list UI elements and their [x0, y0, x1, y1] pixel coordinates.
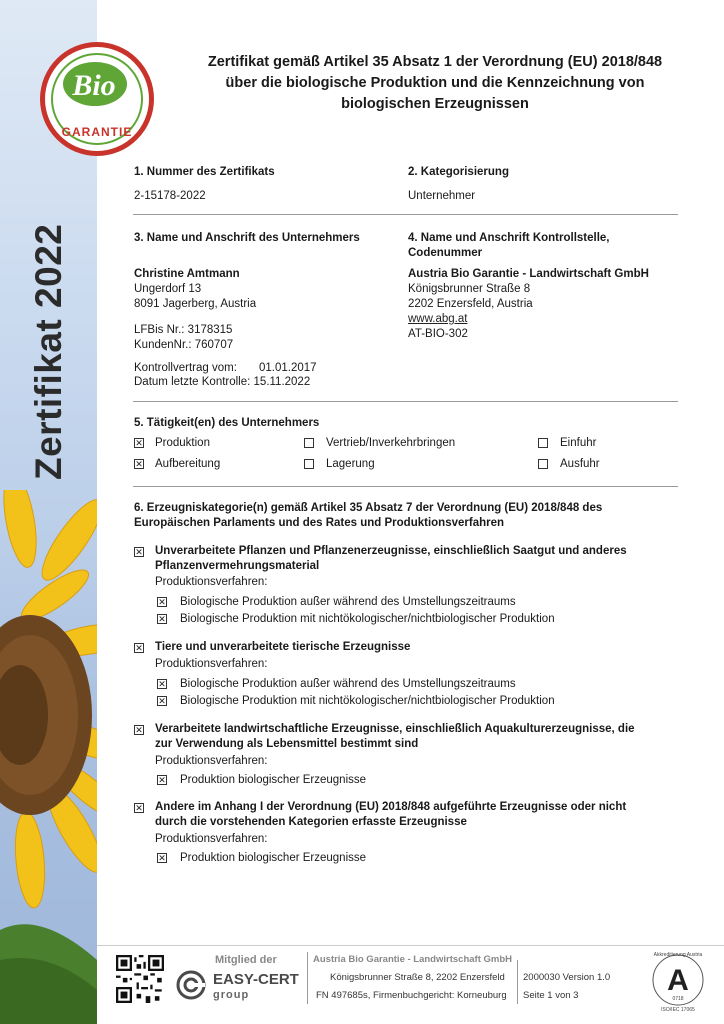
svg-text:Bio: Bio	[72, 69, 116, 102]
cat1-proc1: Biologische Produktion außer während des Umstellungszeitraums	[180, 596, 516, 608]
customer-number: KundenNr.: 760707	[134, 339, 234, 351]
cat1-line2: Pflanzenvermehrungsmaterial	[155, 560, 320, 572]
control-body-code: AT-BIO-302	[408, 328, 468, 340]
footer-org: Austria Bio Garantie - Landwirtschaft GmbH	[313, 954, 512, 965]
operator-city: 8091 Jagerberg, Austria	[134, 298, 257, 310]
s3-heading: 3. Name und Anschrift des Unternehmers	[134, 232, 360, 244]
checkbox-ausfuhr	[538, 459, 548, 469]
footer-separator	[307, 952, 308, 1004]
cat2-proc1: Biologische Produktion außer während des Umstellungszeitraums	[180, 678, 516, 690]
cat2-proc2: Biologische Produktion mit nichtökologischer/nichtbiologischer Produktion	[180, 695, 555, 707]
control-body-name: Austria Bio Garantie - Landwirtschaft GmbH	[408, 268, 649, 280]
last-inspection: Datum letzte Kontrolle: 15.11.2022	[134, 376, 311, 388]
footer-fn: FN 497685s, Firmenbuchgericht: Korneuburg	[316, 990, 507, 1001]
cat3-line1: Verarbeitete landwirtschaftliche Erzeugnisse, einschließlich Aquakulturerzeugnisse, die	[155, 723, 635, 735]
cat3-line2: zur Verwendung als Lebensmittel bestimmt sind	[155, 738, 419, 750]
title-line-2: über die biologische Produktion und die Kennzeichnung von	[225, 75, 645, 91]
divider	[133, 401, 678, 402]
checkbox-cat4: ✕	[135, 803, 143, 813]
s1-heading: 1. Nummer des Zertifikats	[134, 166, 275, 178]
s5-heading: 5. Tätigkeit(en) des Unternehmers	[134, 417, 320, 429]
s2-heading: 2. Kategorisierung	[408, 166, 509, 178]
s4-heading-1: 4. Name und Anschrift Kontrollstelle,	[408, 232, 610, 244]
footer-page: Seite 1 von 3	[523, 990, 579, 1001]
member-label: Mitglied der	[215, 954, 277, 966]
checkbox-cat3-p1: ✕	[158, 775, 166, 785]
activity-label: Lagerung	[326, 458, 375, 470]
svg-text:A: A	[667, 964, 689, 997]
easy-cert-group: group	[213, 989, 250, 1001]
footer-address: Königsbrunner Straße 8, 2202 Enzersfeld	[330, 972, 505, 983]
checkbox-cat1-p2: ✕	[158, 614, 166, 624]
control-body-city: 2202 Enzersfeld, Austria	[408, 298, 533, 310]
qr-code-icon	[116, 955, 164, 1003]
checkbox-einfuhr	[538, 438, 548, 448]
verfahren-label: Produktionsverfahren:	[155, 755, 268, 767]
cat1-proc2: Biologische Produktion mit nichtökologischer/nichtbiologischer Produktion	[180, 613, 555, 625]
activity-label: Ausfuhr	[560, 458, 600, 470]
checkbox-cat3: ✕	[135, 725, 143, 735]
s4-heading-2: Codenummer	[408, 247, 483, 259]
verfahren-label: Produktionsverfahren:	[155, 833, 268, 845]
lfbis-number: LFBis Nr.: 3178315	[134, 324, 233, 336]
svg-text:ISO/IEC 17065: ISO/IEC 17065	[661, 1007, 695, 1013]
cat1-line1: Unverarbeitete Pflanzen und Pflanzenerzeugnisse, einschließlich Saatgut und anderes	[155, 545, 627, 557]
checkbox-vertrieb	[304, 438, 314, 448]
footer-divider	[97, 945, 724, 946]
checkbox-aufbereitung: ✕	[135, 459, 143, 469]
title-line-3: biologischen Erzeugnissen	[341, 96, 529, 112]
footer-separator	[517, 960, 518, 1004]
checkbox-cat4-p1: ✕	[158, 853, 166, 863]
title-line-1: Zertifikat gemäß Artikel 35 Absatz 1 der Verordnung (EU) 2018/848	[207, 54, 663, 70]
activity-label: Vertrieb/Inverkehrbringen	[326, 437, 456, 449]
categorization-value: Unternehmer	[408, 190, 476, 202]
bio-garantie-logo	[38, 40, 156, 158]
checkbox-produktion: ✕	[135, 438, 143, 448]
footer-version: 2000030 Version 1.0	[523, 972, 611, 983]
s6-heading-2: Europäischen Parlaments und des Rates und Produktionsverfahren	[134, 517, 505, 529]
checkbox-cat2: ✕	[135, 643, 143, 653]
certificate-title	[180, 52, 690, 115]
easy-cert-logo-icon	[176, 970, 206, 1000]
s6-heading-1: 6. Erzeugniskategorie(n) gemäß Artikel 35 Absatz 7 der Verordnung (EU) 2018/848 des	[134, 502, 603, 514]
website-link[interactable]: www.abg.at	[408, 313, 468, 325]
checkbox-cat1-p1: ✕	[158, 597, 166, 607]
verfahren-label: Produktionsverfahren:	[155, 576, 268, 588]
svg-text:0718: 0718	[672, 996, 684, 1002]
side-title: Zertifikat 2022	[28, 223, 69, 480]
contract-date: 01.01.2017	[259, 362, 317, 374]
cat3-proc1: Produktion biologischer Erzeugnisse	[180, 774, 367, 786]
svg-text:GARANTIE: GARANTIE	[61, 125, 133, 139]
cat4-line1: Andere im Anhang I der Verordnung (EU) 2018/848 aufgeführte Erzeugnisse oder nicht	[155, 801, 627, 813]
svg-text:Akkreditierung Austria: Akkreditierung Austria	[653, 952, 703, 958]
easy-cert-name: EASY-CERT	[213, 971, 299, 988]
checkbox-cat2-p2: ✕	[158, 696, 166, 706]
divider	[133, 214, 678, 215]
activity-label: Aufbereitung	[155, 458, 221, 470]
checkbox-cat1: ✕	[135, 547, 143, 557]
activity-label: Produktion	[155, 437, 210, 449]
operator-street: Ungerdorf 13	[134, 283, 202, 295]
cat4-proc1: Produktion biologischer Erzeugnisse	[180, 852, 367, 864]
cat2-line1: Tiere und unverarbeitete tierische Erzeugnisse	[155, 641, 411, 653]
checkbox-lagerung	[304, 459, 314, 469]
cat4-line2: durch die vorstehenden Kategorien erfasste Erzeugnisse	[155, 816, 467, 828]
activity-label: Einfuhr	[560, 437, 597, 449]
certificate-number: 2-15178-2022	[134, 190, 206, 202]
divider	[133, 486, 678, 487]
sunflower-image	[0, 490, 97, 1024]
accreditation-seal-icon	[650, 945, 706, 1015]
checkbox-cat2-p1: ✕	[158, 679, 166, 689]
verfahren-label: Produktionsverfahren:	[155, 658, 268, 670]
contract-label: Kontrollvertrag vom:	[134, 362, 237, 374]
control-body-street: Königsbrunner Straße 8	[408, 283, 531, 295]
operator-name: Christine Amtmann	[134, 268, 240, 280]
